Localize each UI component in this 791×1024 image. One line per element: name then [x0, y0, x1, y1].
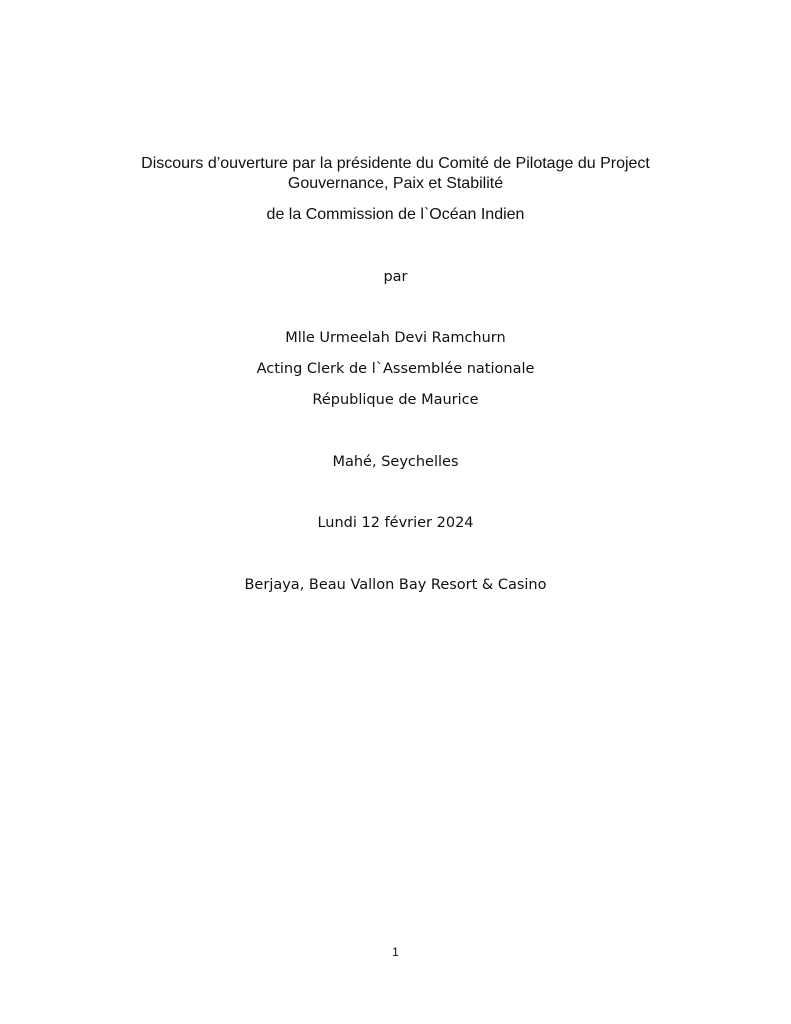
speech-title-line-1: Discours d’ouverture par la présidente du Comité de Pilotage du Project	[141, 155, 650, 172]
speech-title-line-3: de la Commission de l`Océan Indien	[266, 206, 525, 223]
speaker-country: République de Maurice	[312, 392, 479, 408]
page-number: 1	[392, 945, 399, 959]
speaker-role: Acting Clerk de l`Assemblée nationale	[256, 361, 535, 377]
speech-title-line-2: Gouvernance, Paix et Stabilité	[287, 175, 504, 192]
event-date: Lundi 12 février 2024	[317, 515, 474, 531]
speaker-name: Mlle Urmeelah Devi Ramchurn	[285, 330, 506, 346]
event-location: Mahé, Seychelles	[332, 454, 459, 470]
event-venue: Berjaya, Beau Vallon Bay Resort & Casino	[244, 577, 547, 593]
by-label: par	[383, 269, 408, 285]
